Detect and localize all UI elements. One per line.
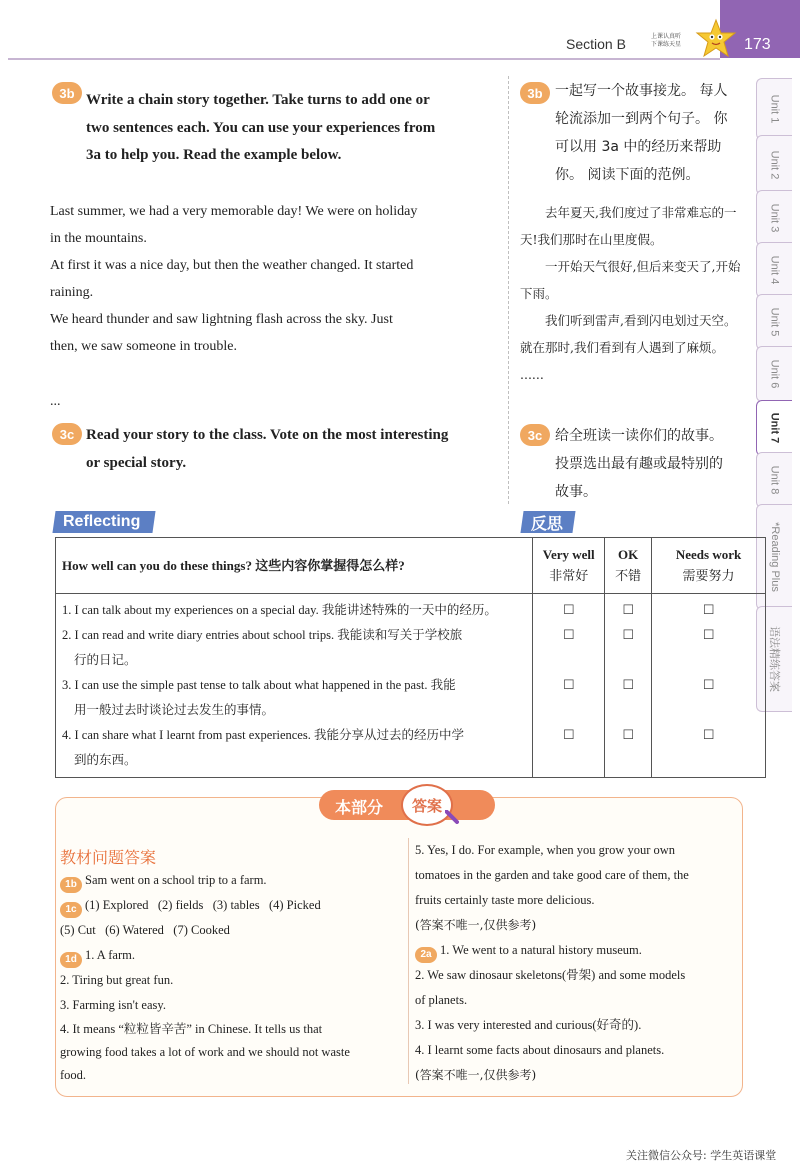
tab-unit-4[interactable]: Unit 4 <box>756 242 792 298</box>
tab-unit-8[interactable]: Unit 8 <box>756 452 792 508</box>
example-story: Last summer, we had a very memorable day! We were on holiday in the mountains. At first it was a nice day, but then the weather changed. It started raining. We heard thunder and saw lightning flash across the sky. Just then, we saw someone in trouble. <box>50 204 418 354</box>
tab-grammar-answers[interactable]: 语法精练答案 <box>756 606 792 712</box>
task-3b-instruction: Write a chain story together. Take turns to add one or two sentences each. You can use your experiences from 3a to help you. Read the example below. <box>86 92 436 163</box>
task-3c-cn-instruction: 给全班读一读你们的故事。 投票选出最有趣或最特别的 故事。 <box>555 428 723 500</box>
checkbox-ok[interactable]: ☐ <box>605 723 652 778</box>
task-3c-cn-badge: 3c <box>520 424 550 446</box>
checkbox-needs-work[interactable]: ☐ <box>652 594 766 624</box>
checkbox-ok[interactable]: ☐ <box>605 594 652 624</box>
col-ok: OK 不错 <box>605 538 652 594</box>
q2a-badge: 2a <box>415 947 437 963</box>
row-text: 3. I can use the simple past tense to talk about what happened in the past. 我能 用一般过去时谈论过去发生的事情。 <box>56 673 533 723</box>
magnifier-handle-icon <box>445 810 459 824</box>
checkbox-needs-work[interactable]: ☐ <box>652 673 766 723</box>
table-row <box>56 594 766 624</box>
answer-title-circle: 答案 <box>401 784 453 826</box>
table-row <box>56 673 766 723</box>
checkbox-very-well[interactable]: ☐ <box>533 673 605 723</box>
reflection-table <box>55 537 766 778</box>
star-mascot-icon <box>695 18 737 60</box>
tab-unit-2[interactable]: Unit 2 <box>756 135 792 195</box>
reflecting-banner: Reflecting <box>52 511 155 533</box>
header-rule <box>8 58 720 60</box>
q1d-badge: 1d <box>60 952 82 968</box>
example-story-cn: 去年夏天,我们度过了非常难忘的一天!我们那时在山里度假。 一开始天气很好,但后来变天了,开始下雨。 我们听到雷声,看到闪电划过天空。就在那时,我们看到有人遇到了麻烦。 ...... <box>520 205 741 382</box>
answer-box-title <box>319 784 495 826</box>
reflecting-banner-cn: 反思 <box>520 511 575 533</box>
table-row <box>56 723 766 778</box>
q1c-badge: 1c <box>60 902 82 918</box>
answer-heading: 教材问题答案 <box>60 848 157 867</box>
story-ellipsis: ... <box>50 394 61 409</box>
reflection-question: How well can you do these things? 这些内容你掌握得怎么样? <box>56 538 533 594</box>
section-label: Section B <box>566 36 626 52</box>
tab-unit-1[interactable]: Unit 1 <box>756 78 792 140</box>
task-3c-instruction: Read your story to the class. Vote on the most interesting or special story. <box>86 427 449 471</box>
tab-unit-6[interactable]: Unit 6 <box>756 346 792 402</box>
task-3c-badge: 3c <box>52 423 82 445</box>
task-3b-badge: 3b <box>52 82 82 104</box>
checkbox-needs-work[interactable]: ☐ <box>652 723 766 778</box>
checkbox-ok[interactable]: ☐ <box>605 673 652 723</box>
footer-text: 关注微信公众号: 学生英语课堂 <box>626 1149 777 1162</box>
col-very-well: Very well 非常好 <box>533 538 605 594</box>
row-text: 2. I can read and write diary entries about school trips. 我能读和写关于学校旅 行的日记。 <box>56 623 533 673</box>
answers-left-column: 1b Sam went on a school trip to a farm. 1c (1) Explored (2) fields (3) tables (4) Picked (5) Cut (6) Watered (7) Cooked 1d 1. A farm. 2. Tiring but great fun. 3. Farming isn't easy. 4. It means “粒粒皆辛苦” in Chinese. It tells us that growing food takes a lot of work and we should not waste food. <box>60 873 350 1082</box>
header-slogan: 上课认真听 下课练天星 <box>651 34 682 48</box>
column-divider <box>508 76 509 504</box>
tab-unit-3[interactable]: Unit 3 <box>756 190 792 246</box>
checkbox-very-well[interactable]: ☐ <box>533 623 605 673</box>
answer-column-divider <box>408 838 409 1084</box>
table-row <box>56 623 766 673</box>
task-3b-cn-instruction: 一起写一个故事接龙。 每人 轮流添加一到两个句子。 你 可以用 3a 中的经历来帮助 你。 阅读下面的范例。 <box>555 83 728 183</box>
answer-title-text: 本部分 <box>335 798 384 817</box>
checkbox-very-well[interactable]: ☐ <box>533 594 605 624</box>
tab-unit-7[interactable]: Unit 7 <box>756 400 792 456</box>
checkbox-ok[interactable]: ☐ <box>605 623 652 673</box>
checkbox-very-well[interactable]: ☐ <box>533 723 605 778</box>
task-3b-cn-badge: 3b <box>520 82 550 104</box>
col-needs-work: Needs work 需要努力 <box>652 538 766 594</box>
row-text: 1. I can talk about my experiences on a special day. 我能讲述特殊的一天中的经历。 <box>56 594 533 624</box>
row-text: 4. I can share what I learnt from past experiences. 我能分享从过去的经历中学 到的东西。 <box>56 723 533 778</box>
q1b-badge: 1b <box>60 877 82 893</box>
checkbox-needs-work[interactable]: ☐ <box>652 623 766 673</box>
page-number: 173 <box>744 36 771 53</box>
tab-reading-plus[interactable]: *Reading Plus <box>756 504 792 610</box>
answers-right-column: 5. Yes, I do. For example, when you grow your own tomatoes in the garden and take good care of them, the fruits certainly taste more delicious. (答案不唯一,仅供参考) 2a 1. We went to a natural history museum. 2. We saw dinosaur skeletons(骨架) and some models of planets. 3. I was very interested and curious(好奇的). 4. I learnt some facts about dinosaurs and planets. (答案不唯一,仅供参考) <box>415 843 689 1082</box>
tab-unit-5[interactable]: Unit 5 <box>756 294 792 350</box>
